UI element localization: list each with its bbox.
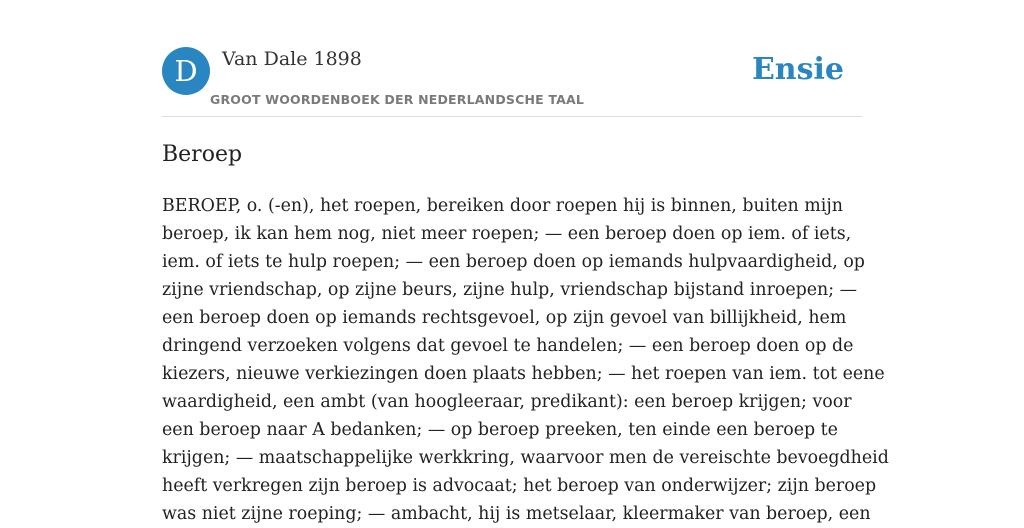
entry-definition	[162, 192, 889, 528]
definition-line: krijgen; — maatschappelijke werkkring, waarvoor men de vereischte bevoegdheid	[162, 448, 889, 468]
definition-line: beroep, ik kan hem nog, niet meer roepen; — een beroep doen op iem. of iets,	[162, 224, 852, 244]
definition-line: heeft verkregen zijn beroep is advocaat; het beroep van onderwijzer; zijn beroep	[162, 476, 877, 496]
definition-line: iem. of iets te hulp roepen; — een beroep doen op iemands hulpvaardigheid, op	[162, 252, 865, 272]
brand-logo[interactable]: Ensie	[751, 52, 844, 87]
definition-line: kiezers, nieuwe verkiezingen doen plaats hebben; — het roepen van iem. tot eene	[162, 364, 885, 384]
dictionary-avatar[interactable]: D	[162, 47, 210, 95]
entry-title: Beroep	[162, 142, 243, 167]
definition-line: een beroep doen op iemands rechtsgevoel, op zijn gevoel van billijkheid, hem	[162, 308, 847, 328]
definition-line: een beroep naar A bedanken; — op beroep preeken, ten einde een beroep te	[162, 420, 838, 440]
dictionary-header	[162, 46, 862, 117]
dictionary-subtitle: GROOT WOORDENBOEK DER NEDERLANDSCHE TAAL	[210, 92, 585, 107]
dictionary-title[interactable]: Van Dale 1898	[222, 48, 362, 70]
definition-line: BEROEP, o. (-en), het roepen, bereiken door roepen hij is binnen, buiten mijn	[162, 196, 843, 216]
definition-line: dringend verzoeken volgens dat gevoel te handelen; — een beroep doen op de	[162, 336, 854, 356]
definition-line: zijne vriendschap, op zijne beurs, zijne hulp, vriendschap bijstand inroepen; —	[162, 280, 858, 300]
definition-line: waardigheid, een ambt (van hoogleeraar, predikant): een beroep krijgen; voor	[162, 392, 852, 412]
definition-line: was niet zijne roeping; — ambacht, hij is metselaar, kleermaker van beroep, een	[162, 504, 871, 524]
